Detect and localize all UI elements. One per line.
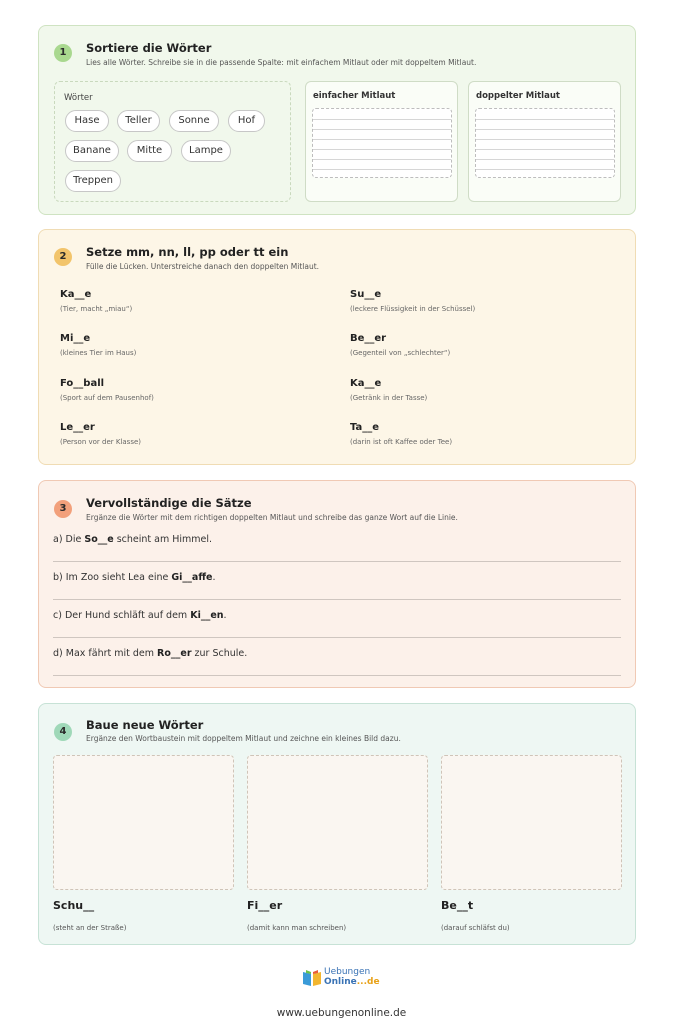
gap-word[interactable]: Be__er bbox=[350, 333, 387, 344]
word-chip[interactable]: Banane bbox=[65, 140, 119, 162]
site-logo[interactable] bbox=[302, 967, 382, 991]
word-bank-label: Wörter bbox=[64, 93, 93, 103]
sentence: b) Im Zoo sieht Lea eine Gi__affe. bbox=[53, 572, 216, 583]
gap-word[interactable]: Gi__affe bbox=[171, 572, 213, 583]
gap-word[interactable]: Ro__er bbox=[157, 648, 192, 659]
writing-area[interactable] bbox=[475, 108, 615, 178]
gap-word[interactable]: Ki__en bbox=[190, 610, 224, 621]
gap-hint: (darauf schläfst du) bbox=[441, 924, 510, 932]
task-number-badge: 4 bbox=[54, 723, 72, 741]
task-instructions: Fülle die Lücken. Unterstreiche danach den doppelten Mitlaut. bbox=[86, 262, 320, 271]
gap-hint: (Getränk in der Tasse) bbox=[350, 394, 428, 402]
task-title: Setze mm, nn, ll, pp oder tt ein bbox=[86, 245, 289, 259]
gap-hint: (darin ist oft Kaffee oder Tee) bbox=[350, 438, 453, 446]
gap-word[interactable]: Ta__e bbox=[350, 422, 380, 433]
word-chip[interactable]: Hof bbox=[228, 110, 265, 132]
sentence: a) Die So__e scheint am Himmel. bbox=[53, 534, 213, 545]
task-instructions: Ergänze die Wörter mit dem richtigen doppelten Mitlaut und schreibe das ganze Wort auf die Linie. bbox=[86, 513, 458, 522]
writing-area[interactable] bbox=[312, 108, 452, 178]
task-title: Vervollständige die Sätze bbox=[86, 496, 252, 510]
word-chip[interactable]: Hase bbox=[65, 110, 109, 132]
gap-word[interactable]: Le__er bbox=[60, 422, 95, 433]
word-chip[interactable]: Treppen bbox=[65, 170, 121, 192]
logo-text: Online...de bbox=[324, 977, 380, 987]
drawing-box[interactable] bbox=[247, 755, 428, 890]
word-chip[interactable]: Lampe bbox=[181, 140, 231, 162]
column-double-consonant bbox=[468, 81, 621, 202]
task-title: Sortiere die Wörter bbox=[86, 41, 212, 55]
word-chip[interactable]: Teller bbox=[117, 110, 160, 132]
gap-word[interactable]: Schu__ bbox=[53, 899, 95, 912]
book-icon bbox=[302, 969, 322, 987]
task-instructions: Ergänze den Wortbaustein mit doppeltem Mitlaut und zeichne ein kleines Bild dazu. bbox=[86, 734, 401, 743]
task-number-badge: 1 bbox=[54, 44, 72, 62]
task-number-badge: 2 bbox=[54, 248, 72, 266]
gap-hint: (leckere Flüssigkeit in der Schüssel) bbox=[350, 305, 476, 313]
sentence: c) Der Hund schläft auf dem Ki__en. bbox=[53, 610, 227, 621]
gap-word[interactable]: So__e bbox=[84, 534, 114, 545]
gap-word[interactable]: Ka__e bbox=[60, 289, 92, 300]
answer-line[interactable] bbox=[53, 561, 621, 562]
answer-line[interactable] bbox=[53, 599, 621, 600]
gap-hint: (steht an der Straße) bbox=[53, 924, 127, 932]
gap-word[interactable]: Su__e bbox=[350, 289, 382, 300]
drawing-box[interactable] bbox=[441, 755, 622, 890]
gap-hint: (Tier, macht „miau“) bbox=[60, 305, 133, 313]
task-3-card bbox=[38, 480, 636, 688]
task-2-card bbox=[38, 229, 636, 465]
website-url[interactable]: www.uebungenonline.de bbox=[276, 1007, 407, 1019]
gap-hint: (Sport auf dem Pausenhof) bbox=[60, 394, 154, 402]
gap-hint: (Person vor der Klasse) bbox=[60, 438, 142, 446]
gap-word[interactable]: Ka__e bbox=[350, 378, 382, 389]
column-title: doppelter Mitlaut bbox=[476, 91, 560, 101]
answer-line[interactable] bbox=[53, 637, 621, 638]
task-number-badge: 3 bbox=[54, 500, 72, 518]
answer-line[interactable] bbox=[53, 675, 621, 676]
gap-word[interactable]: Be__t bbox=[441, 899, 474, 912]
gap-hint: (kleines Tier im Haus) bbox=[60, 349, 137, 357]
word-bank bbox=[54, 81, 291, 202]
task-1-card bbox=[38, 25, 636, 215]
word-chip[interactable]: Mitte bbox=[127, 140, 172, 162]
gap-word[interactable]: Fi__er bbox=[247, 899, 283, 912]
sentence: d) Max fährt mit dem Ro__er zur Schule. bbox=[53, 648, 248, 659]
column-title: einfacher Mitlaut bbox=[313, 91, 396, 101]
drawing-box[interactable] bbox=[53, 755, 234, 890]
task-title: Baue neue Wörter bbox=[86, 718, 204, 732]
gap-word[interactable]: Fo__ball bbox=[60, 378, 105, 389]
gap-hint: (damit kann man schreiben) bbox=[247, 924, 347, 932]
word-chip[interactable]: Sonne bbox=[169, 110, 219, 132]
task-4-card bbox=[38, 703, 636, 945]
gap-word[interactable]: Mi__e bbox=[60, 333, 91, 344]
gap-hint: (Gegenteil von „schlechter“) bbox=[350, 349, 451, 357]
column-single-consonant bbox=[305, 81, 458, 202]
logo-text: Uebungen bbox=[324, 967, 371, 977]
task-instructions: Lies alle Wörter. Schreibe sie in die passende Spalte: mit einfachem Mitlaut oder mit doppeltem Mitlaut. bbox=[86, 58, 477, 67]
